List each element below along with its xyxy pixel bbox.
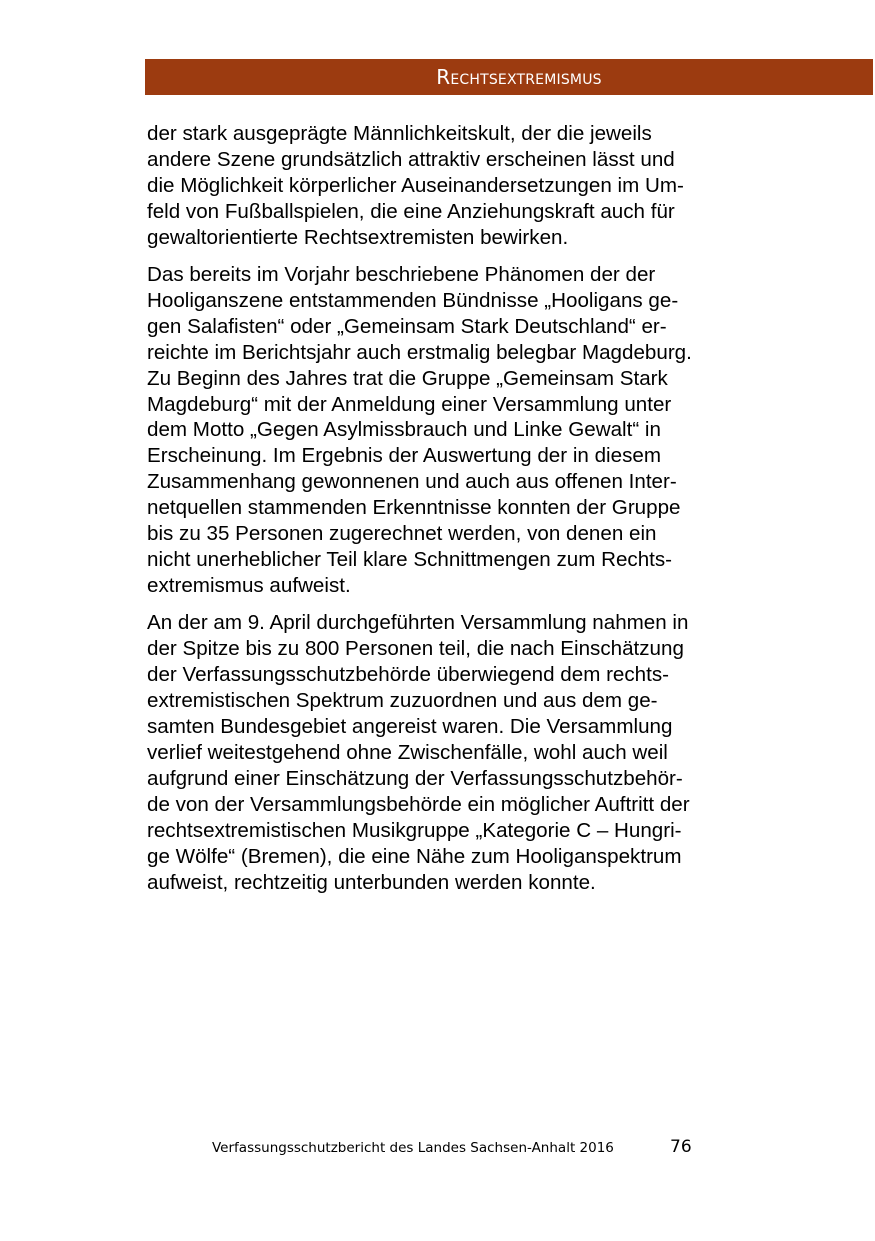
- body-text: [147, 121, 757, 907]
- paragraph-3: An der am 9. April durchgeführten Versammlung nahmen in der Spitze bis zu 800 Personen teil, die nach Einschätzung der Verfassungsschutzbehörde überwiegend dem rechts- extremistischen Spektrum zuzuordnen und aus dem ge- samten Bundesgebiet angereist waren. Die Versammlung verlief weitestgehend ohne Zwischenfälle, wohl auch weil aufgrund einer Einschätzung der Verfassungsschutzbehör- de von der Versammlungsbehörde ein möglicher Auftritt der rechtsextremistischen Musikgruppe „Kategorie C – Hungri- ge Wölfe“ (Bremen), die eine Nähe zum Hooliganspektrum aufweist, rechtzeitig unterbunden werden konnte.: [147, 611, 690, 894]
- section-header-bar: [145, 59, 873, 95]
- page-number: 76: [670, 1137, 692, 1157]
- paragraph-1: der stark ausgeprägte Männlichkeitskult, der die jeweils andere Szene grundsätzlich attraktiv erscheinen lässt und die Möglichkeit körperlicher Auseinandersetzungen im Um- feld von Fußballspielen, die eine Anziehungskraft auch für gewaltorientierte Rechtsextremisten bewirken.: [147, 122, 684, 249]
- section-title: Rechtsextremismus: [436, 65, 602, 89]
- paragraph-2: Das bereits im Vorjahr beschriebene Phänomen der der Hooliganszene entstammenden Bündnisse „Hooligans ge- gen Salafisten“ oder „Gemeinsam Stark Deutschland“ er- reichte im Berichtsjahr auch erstmalig belegbar Magdeburg. Zu Beginn des Jahres trat die Gruppe „Gemeinsam Stark Magdeburg“ mit der Anmeldung einer Versammlung unter dem Motto „Gegen Asylmissbrauch und Linke Gewalt“ in Erscheinung. Im Ergebnis der Auswertung der in diesem Zusammenhang gewonnenen und auch aus offenen Inter- netquellen stammenden Erkenntnisse konnten der Gruppe bis zu 35 Personen zugerechnet werden, von denen ein nicht unerheblicher Teil klare Schnittmengen zum Rechts- extremismus aufweist.: [147, 262, 692, 598]
- footer-report-title: Verfassungsschutzbericht des Landes Sachsen-Anhalt 2016: [212, 1140, 614, 1156]
